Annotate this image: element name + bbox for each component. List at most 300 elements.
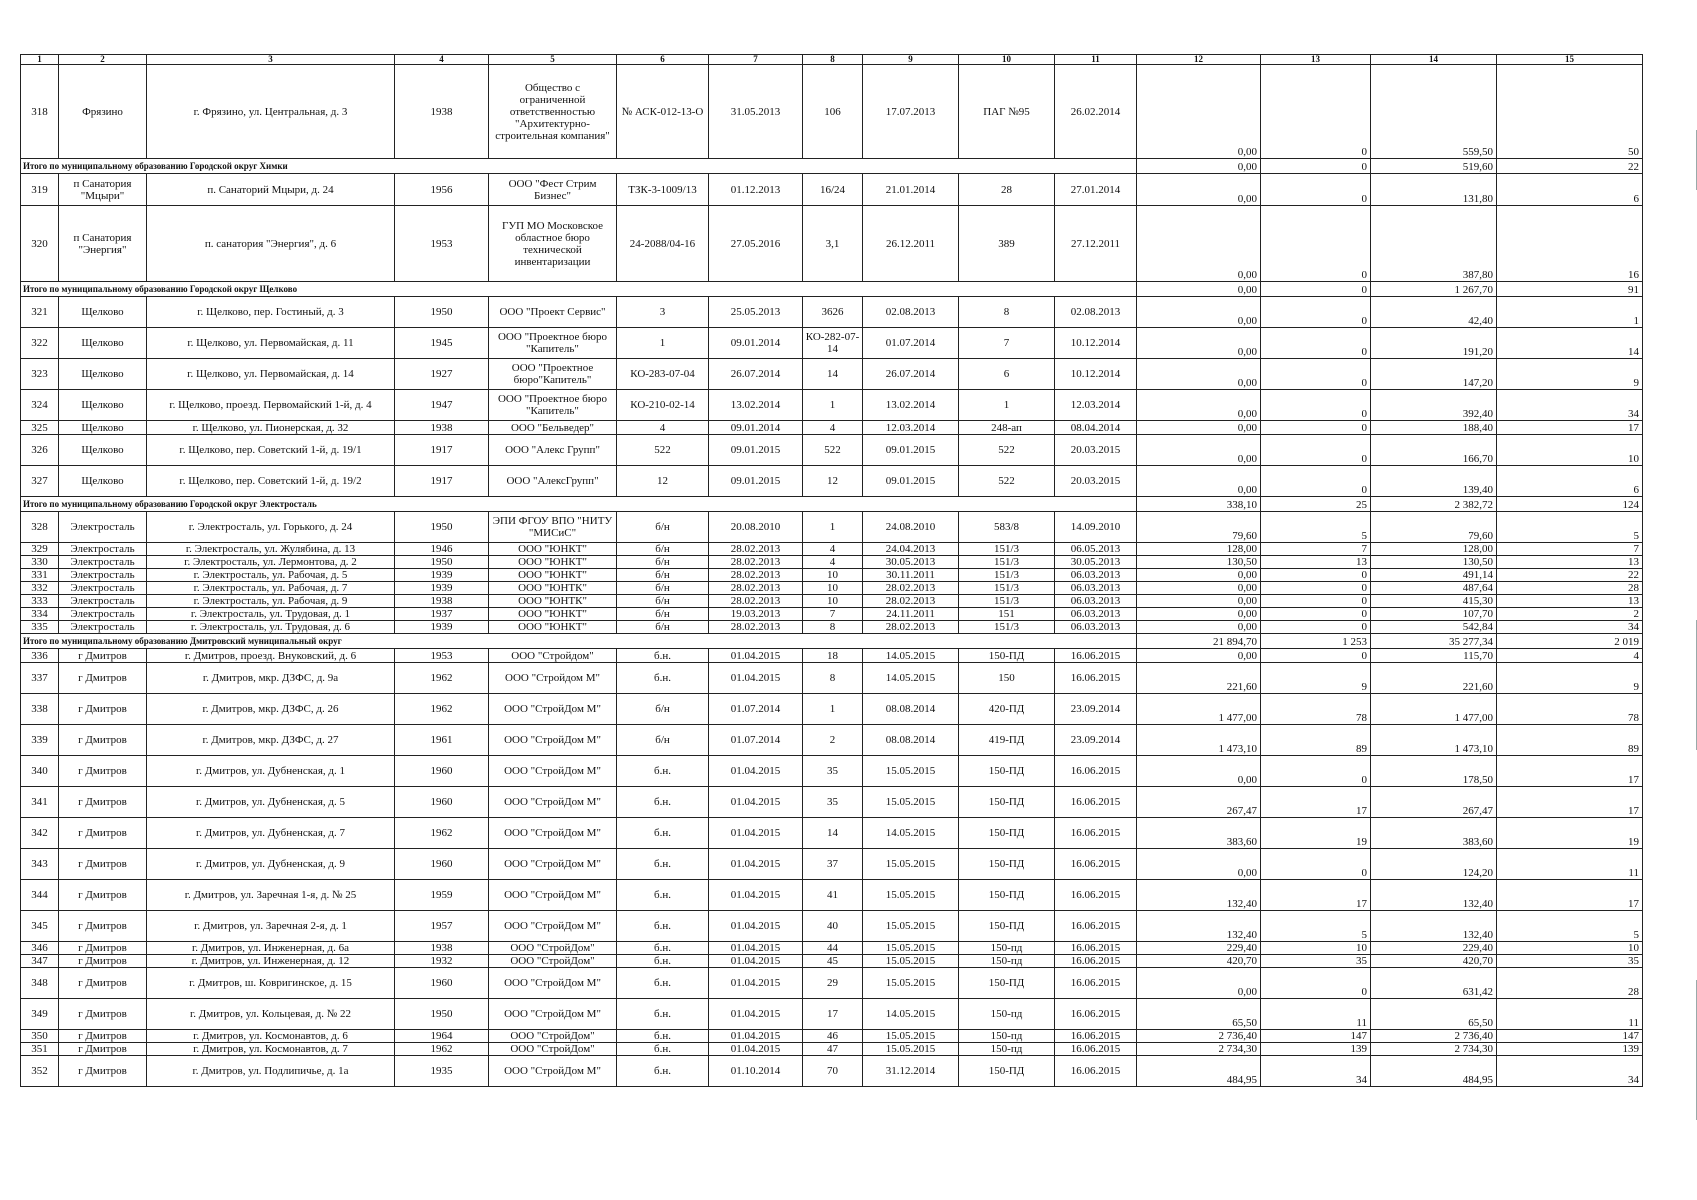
table-cell: 1 477,00 [1137, 694, 1261, 725]
table-cell: г Дмитров [59, 968, 147, 999]
table-cell: г. Дмитров, ул. Дубненская, д. 7 [147, 818, 395, 849]
table-cell: 78 [1261, 694, 1371, 725]
table-cell: 06.03.2013 [1055, 569, 1137, 582]
table-cell: 7 [959, 328, 1055, 359]
table-cell: 10 [1497, 942, 1643, 955]
table-cell: 348 [21, 968, 59, 999]
table-cell: 0,00 [1137, 174, 1261, 206]
table-cell: 4 [1497, 649, 1643, 663]
table-cell: г. Дмитров, проезд. Внуковский, д. 6 [147, 649, 395, 663]
column-number-cell: 12 [1137, 55, 1261, 65]
subtotal-value: 519,60 [1371, 159, 1497, 174]
table-cell: г. Электросталь, ул. Горького, д. 24 [147, 512, 395, 543]
table-cell: 267,47 [1137, 787, 1261, 818]
table-cell: 8 [959, 297, 1055, 328]
table-cell: 08.04.2014 [1055, 421, 1137, 435]
table-cell: 01.04.2015 [709, 999, 803, 1030]
table-cell: КО-283-07-04 [617, 359, 709, 390]
table-cell: 31.12.2014 [863, 1056, 959, 1087]
table-cell: б.н. [617, 818, 709, 849]
table-cell: 1960 [395, 787, 489, 818]
table-cell: п Санатория "Мцыри" [59, 174, 147, 206]
table-cell: ООО "СтройДом М" [489, 999, 617, 1030]
table-cell: 20.03.2015 [1055, 435, 1137, 466]
subtotal-value: 2 382,72 [1371, 497, 1497, 512]
table-cell: 0 [1261, 359, 1371, 390]
table-cell: 24-2088/04-16 [617, 206, 709, 282]
table-cell: 09.01.2014 [709, 421, 803, 435]
table-cell: 1937 [395, 608, 489, 621]
table-cell: 16.06.2015 [1055, 880, 1137, 911]
table-cell: 31.05.2013 [709, 65, 803, 159]
subtotal-row [21, 497, 1643, 512]
table-cell: 17 [1261, 787, 1371, 818]
table-cell: 35 [803, 756, 863, 787]
table-cell: 150-ПД [959, 911, 1055, 942]
table-cell: 3626 [803, 297, 863, 328]
table-cell: б/н [617, 582, 709, 595]
table-cell: 326 [21, 435, 59, 466]
column-number-cell: 3 [147, 55, 395, 65]
table-cell: г. Щелково, ул. Первомайская, д. 11 [147, 328, 395, 359]
table-cell: 5 [1261, 512, 1371, 543]
table-cell: 35 [803, 787, 863, 818]
table-cell: ООО "СтройДом" [489, 1030, 617, 1043]
table-cell: 65,50 [1371, 999, 1497, 1030]
table-cell: 4 [803, 543, 863, 556]
table-cell: 115,70 [1371, 649, 1497, 663]
table-cell: ООО "Алекс Групп" [489, 435, 617, 466]
table-cell: 0,00 [1137, 595, 1261, 608]
table-cell: г. Дмитров, мкр. ДЗФС, д. 26 [147, 694, 395, 725]
table-cell: 28.02.2013 [863, 595, 959, 608]
table-cell: б.н. [617, 649, 709, 663]
table-cell: ООО "Стройдом М" [489, 663, 617, 694]
table-cell: г. Дмитров, ул. Заречная 1-я, д. № 25 [147, 880, 395, 911]
table-cell: 18 [803, 649, 863, 663]
table-cell: 6 [1497, 466, 1643, 497]
table-cell: 150-ПД [959, 649, 1055, 663]
table-cell: 09.01.2015 [709, 466, 803, 497]
table-cell: 06.03.2013 [1055, 608, 1137, 621]
table-cell: 522 [959, 466, 1055, 497]
table-cell: 5 [1497, 512, 1643, 543]
table-row [21, 756, 1643, 787]
table-cell: г. Дмитров, ул. Инженерная, д. 12 [147, 955, 395, 968]
table-cell: 0,00 [1137, 582, 1261, 595]
table-cell: 150-пд [959, 999, 1055, 1030]
table-cell: 484,95 [1137, 1056, 1261, 1087]
table-cell: 323 [21, 359, 59, 390]
table-cell: 0 [1261, 421, 1371, 435]
table-cell: 10 [1261, 942, 1371, 955]
table-cell: г Дмитров [59, 955, 147, 968]
table-cell: 44 [803, 942, 863, 955]
subtotal-value: 1 253 [1261, 634, 1371, 649]
table-cell: б/н [617, 621, 709, 634]
table-cell: 1961 [395, 725, 489, 756]
table-cell: 128,00 [1371, 543, 1497, 556]
table-cell: г. Электросталь, ул. Рабочая, д. 5 [147, 569, 395, 582]
table-cell: г Дмитров [59, 999, 147, 1030]
table-cell: 631,42 [1371, 968, 1497, 999]
table-cell: 13.02.2014 [863, 390, 959, 421]
subtotal-label: Итого по муниципальному образованию Городской округ Щелково [21, 282, 1137, 297]
table-cell: 420-ПД [959, 694, 1055, 725]
table-cell: 267,47 [1371, 787, 1497, 818]
table-cell: 147,20 [1371, 359, 1497, 390]
table-cell: г. Электросталь, ул. Трудовая, д. 1 [147, 608, 395, 621]
table-cell: 16.06.2015 [1055, 849, 1137, 880]
table-cell: 13 [1497, 556, 1643, 569]
table-cell: Щелково [59, 297, 147, 328]
table-cell: 12.03.2014 [1055, 390, 1137, 421]
table-cell: 318 [21, 65, 59, 159]
table-cell: ООО "СтройДом М" [489, 725, 617, 756]
table-cell: 15.05.2015 [863, 849, 959, 880]
table-cell: 1 477,00 [1371, 694, 1497, 725]
table-cell: г. Дмитров, ул. Дубненская, д. 5 [147, 787, 395, 818]
table-cell: 150-ПД [959, 1056, 1055, 1087]
table-cell: 1 [1497, 297, 1643, 328]
table-cell: 0,00 [1137, 849, 1261, 880]
table-cell: ООО "СтройДом М" [489, 787, 617, 818]
table-cell: 34 [1497, 390, 1643, 421]
table-cell: 151/3 [959, 556, 1055, 569]
table-cell: 16.06.2015 [1055, 1056, 1137, 1087]
table-cell: 79,60 [1371, 512, 1497, 543]
table-cell: 16.06.2015 [1055, 1043, 1137, 1056]
table-cell: 229,40 [1137, 942, 1261, 955]
table-cell: 02.08.2013 [1055, 297, 1137, 328]
table-cell: 28 [1497, 582, 1643, 595]
table-cell: 342 [21, 818, 59, 849]
table-cell: 0,00 [1137, 756, 1261, 787]
table-cell: 15.05.2015 [863, 787, 959, 818]
table-cell: 1964 [395, 1030, 489, 1043]
table-cell: 50 [1497, 65, 1643, 159]
table-cell: Электросталь [59, 608, 147, 621]
table-cell: 28.02.2013 [709, 556, 803, 569]
table-cell: 328 [21, 512, 59, 543]
table-cell: 40 [803, 911, 863, 942]
table-cell: 351 [21, 1043, 59, 1056]
table-cell: 14 [1497, 328, 1643, 359]
table-cell: г Дмитров [59, 880, 147, 911]
table-cell: 1935 [395, 1056, 489, 1087]
table-cell: 12.03.2014 [863, 421, 959, 435]
table-cell: 1 [803, 390, 863, 421]
table-cell: Электросталь [59, 582, 147, 595]
table-cell: г Дмитров [59, 1056, 147, 1087]
table-row [21, 206, 1643, 282]
table-row [21, 849, 1643, 880]
table-cell: 2 734,30 [1137, 1043, 1261, 1056]
table-cell: Щелково [59, 421, 147, 435]
table-cell: 13 [1261, 556, 1371, 569]
table-cell: 14.05.2015 [863, 818, 959, 849]
table-cell: ООО "ЮНТК" [489, 582, 617, 595]
table-cell: Щелково [59, 359, 147, 390]
table-cell: ООО "АлексГрупп" [489, 466, 617, 497]
table-cell: 89 [1261, 725, 1371, 756]
table-cell: 9 [1261, 663, 1371, 694]
table-cell: б.н. [617, 756, 709, 787]
table-cell: 2 734,30 [1371, 1043, 1497, 1056]
table-cell: 09.01.2014 [709, 328, 803, 359]
table-cell: 383,60 [1137, 818, 1261, 849]
subtotal-label: Итого по муниципальному образованию Городской округ Электросталь [21, 497, 1137, 512]
table-cell: 14 [803, 818, 863, 849]
table-cell: 1939 [395, 569, 489, 582]
table-cell: 34 [1497, 621, 1643, 634]
table-cell: 01.04.2015 [709, 955, 803, 968]
table-cell: ООО "Фест Стрим Бизнес" [489, 174, 617, 206]
table-cell: 4 [803, 421, 863, 435]
table-cell: 1917 [395, 435, 489, 466]
table-cell: ООО "ЮНКТ" [489, 556, 617, 569]
table-cell: 0 [1261, 849, 1371, 880]
table-cell: г. Дмитров, ул. Заречная 2-я, д. 1 [147, 911, 395, 942]
column-number-cell: 1 [21, 55, 59, 65]
table-cell: 1953 [395, 649, 489, 663]
table-cell: 1947 [395, 390, 489, 421]
table-cell: 19 [1261, 818, 1371, 849]
table-cell: 1 [617, 328, 709, 359]
table-cell: г. Щелково, ул. Пионерская, д. 32 [147, 421, 395, 435]
table-cell: 150-ПД [959, 849, 1055, 880]
table-row [21, 466, 1643, 497]
table-cell: г Дмитров [59, 725, 147, 756]
table-row [21, 65, 1643, 159]
table-cell: 27.05.2016 [709, 206, 803, 282]
table-cell: г. Электросталь, ул. Трудовая, д. 6 [147, 621, 395, 634]
table-cell: 150-ПД [959, 968, 1055, 999]
table-cell: ООО "СтройДом М" [489, 911, 617, 942]
table-row [21, 818, 1643, 849]
table-cell: 139 [1497, 1043, 1643, 1056]
subtotal-value: 0,00 [1137, 282, 1261, 297]
table-cell: 0 [1261, 174, 1371, 206]
table-cell: 1962 [395, 818, 489, 849]
table-row [21, 1056, 1643, 1087]
table-cell: 221,60 [1137, 663, 1261, 694]
table-cell: 22 [1497, 569, 1643, 582]
table-cell: КО-282-07-14 [803, 328, 863, 359]
subtotal-value: 21 894,70 [1137, 634, 1261, 649]
table-cell: 11 [1497, 849, 1643, 880]
table-cell: ООО "Стройдом" [489, 649, 617, 663]
table-cell: 1953 [395, 206, 489, 282]
table-cell: 333 [21, 595, 59, 608]
table-cell: 01.04.2015 [709, 818, 803, 849]
table-cell: 15.05.2015 [863, 1030, 959, 1043]
table-cell: 16.06.2015 [1055, 942, 1137, 955]
table-cell: 89 [1497, 725, 1643, 756]
table-cell: 1950 [395, 512, 489, 543]
table-cell: 9 [1497, 359, 1643, 390]
table-cell: 1956 [395, 174, 489, 206]
table-cell: 335 [21, 621, 59, 634]
column-number-cell: 8 [803, 55, 863, 65]
table-cell: 09.01.2015 [863, 435, 959, 466]
table-body [21, 55, 1643, 1087]
table-cell: 28.02.2013 [709, 595, 803, 608]
table-cell: 01.12.2013 [709, 174, 803, 206]
subtotal-value: 338,10 [1137, 497, 1261, 512]
table-cell: ООО "СтройДом М" [489, 880, 617, 911]
table-cell: 15.05.2015 [863, 756, 959, 787]
table-cell: б.н. [617, 999, 709, 1030]
table-cell: Фрязино [59, 65, 147, 159]
table-cell: 1960 [395, 849, 489, 880]
table-cell: 0 [1261, 328, 1371, 359]
table-cell: 24.08.2010 [863, 512, 959, 543]
table-cell: 0 [1261, 968, 1371, 999]
table-cell: 3,1 [803, 206, 863, 282]
table-cell: 522 [959, 435, 1055, 466]
subtotal-row [21, 159, 1643, 174]
table-cell: 337 [21, 663, 59, 694]
table-cell: 150-пд [959, 1043, 1055, 1056]
table-cell: 420,70 [1371, 955, 1497, 968]
table-cell: 319 [21, 174, 59, 206]
table-cell: 25.05.2013 [709, 297, 803, 328]
table-cell: 17 [1497, 787, 1643, 818]
table-cell: ООО "СтройДом М" [489, 756, 617, 787]
table-cell: ООО "Проектное бюро"Капитель" [489, 359, 617, 390]
table-cell: 24.04.2013 [863, 543, 959, 556]
table-cell: ООО "СтройДом М" [489, 849, 617, 880]
table-cell: 2 736,40 [1371, 1030, 1497, 1043]
table-cell: 5 [1497, 911, 1643, 942]
table-cell: 41 [803, 880, 863, 911]
table-cell: Электросталь [59, 621, 147, 634]
table-cell: ООО "СтройДом М" [489, 968, 617, 999]
table-cell: ПАГ №95 [959, 65, 1055, 159]
table-cell: 15.05.2015 [863, 880, 959, 911]
table-cell: 23.09.2014 [1055, 725, 1137, 756]
table-row [21, 968, 1643, 999]
subtotal-value: 0,00 [1137, 159, 1261, 174]
subtotal-label: Итого по муниципальному образованию Городской округ Химки [21, 159, 1137, 174]
table-cell: 08.08.2014 [863, 694, 959, 725]
table-cell: г. Дмитров, ул. Дубненская, д. 9 [147, 849, 395, 880]
table-cell: 10 [1497, 435, 1643, 466]
table-cell: 1946 [395, 543, 489, 556]
table-row [21, 543, 1643, 556]
table-cell: 107,70 [1371, 608, 1497, 621]
table-cell: г Дмитров [59, 756, 147, 787]
table-cell: 16.06.2015 [1055, 787, 1137, 818]
table-cell: г. Щелково, пер. Советский 1-й, д. 19/2 [147, 466, 395, 497]
table-cell: г Дмитров [59, 1043, 147, 1056]
table-cell: 147 [1261, 1030, 1371, 1043]
table-cell: 19 [1497, 818, 1643, 849]
subtotal-row [21, 634, 1643, 649]
table-cell: Щелково [59, 390, 147, 421]
table-cell: ЭПИ ФГОУ ВПО "НИТУ "МИСиС" [489, 512, 617, 543]
table-cell: 15.05.2015 [863, 1043, 959, 1056]
table-cell: 16.06.2015 [1055, 955, 1137, 968]
column-number-cell: 5 [489, 55, 617, 65]
table-cell: п. Санаторий Мцыри, д. 24 [147, 174, 395, 206]
table-cell: г. Дмитров, мкр. ДЗФС, д. 9а [147, 663, 395, 694]
table-cell: б.н. [617, 1030, 709, 1043]
table-cell: 0 [1261, 435, 1371, 466]
table-row [21, 999, 1643, 1030]
table-cell: 01.04.2015 [709, 849, 803, 880]
table-cell: г. Дмитров, ул. Космонавтов, д. 6 [147, 1030, 395, 1043]
table-cell: Электросталь [59, 543, 147, 556]
table-cell: 01.04.2015 [709, 911, 803, 942]
table-cell: 221,60 [1371, 663, 1497, 694]
table-cell: 01.10.2014 [709, 1056, 803, 1087]
subtotal-row [21, 282, 1643, 297]
subtotal-value: 0 [1261, 282, 1371, 297]
table-cell: б.н. [617, 1043, 709, 1056]
table-cell: 0 [1261, 206, 1371, 282]
table-cell: 343 [21, 849, 59, 880]
column-number-cell: 10 [959, 55, 1055, 65]
table-cell: 0 [1261, 569, 1371, 582]
table-cell: 16.06.2015 [1055, 968, 1137, 999]
table-cell: 0,00 [1137, 328, 1261, 359]
table-cell: 1939 [395, 621, 489, 634]
table-cell: 24.11.2011 [863, 608, 959, 621]
table-cell: 01.04.2015 [709, 942, 803, 955]
table-cell: г Дмитров [59, 694, 147, 725]
table-cell: 0,00 [1137, 297, 1261, 328]
table-cell: 5 [1261, 911, 1371, 942]
table-cell: 17 [1497, 421, 1643, 435]
table-cell: г. Дмитров, мкр. ДЗФС, д. 27 [147, 725, 395, 756]
table-cell: № АСК-012-13-О [617, 65, 709, 159]
column-number-cell: 14 [1371, 55, 1497, 65]
table-cell: 0,00 [1137, 65, 1261, 159]
table-cell: 132,40 [1137, 911, 1261, 942]
table-row [21, 297, 1643, 328]
table-cell: 01.04.2015 [709, 1043, 803, 1056]
table-cell: 1960 [395, 968, 489, 999]
table-cell: г Дмитров [59, 818, 147, 849]
table-row [21, 435, 1643, 466]
table-cell: 1950 [395, 297, 489, 328]
table-cell: 10.12.2014 [1055, 359, 1137, 390]
table-cell: 331 [21, 569, 59, 582]
table-cell: 151/3 [959, 569, 1055, 582]
table-cell: б.н. [617, 942, 709, 955]
table-cell: 30.05.2013 [863, 556, 959, 569]
table-cell: 01.04.2015 [709, 787, 803, 818]
table-cell: 1950 [395, 556, 489, 569]
table-row [21, 1030, 1643, 1043]
table-cell: п Санатория "Энергия" [59, 206, 147, 282]
table-cell: 139 [1261, 1043, 1371, 1056]
table-cell: 28.02.2013 [863, 621, 959, 634]
table-cell: 151/3 [959, 543, 1055, 556]
table-cell: 14.05.2015 [863, 663, 959, 694]
table-row [21, 663, 1643, 694]
table-cell: б/н [617, 725, 709, 756]
table-cell: г Дмитров [59, 649, 147, 663]
table-cell: 151/3 [959, 595, 1055, 608]
table-cell: 0 [1261, 390, 1371, 421]
table-cell: 01.04.2015 [709, 1030, 803, 1043]
table-cell: г Дмитров [59, 787, 147, 818]
table-cell: 332 [21, 582, 59, 595]
table-cell: 21.01.2014 [863, 174, 959, 206]
